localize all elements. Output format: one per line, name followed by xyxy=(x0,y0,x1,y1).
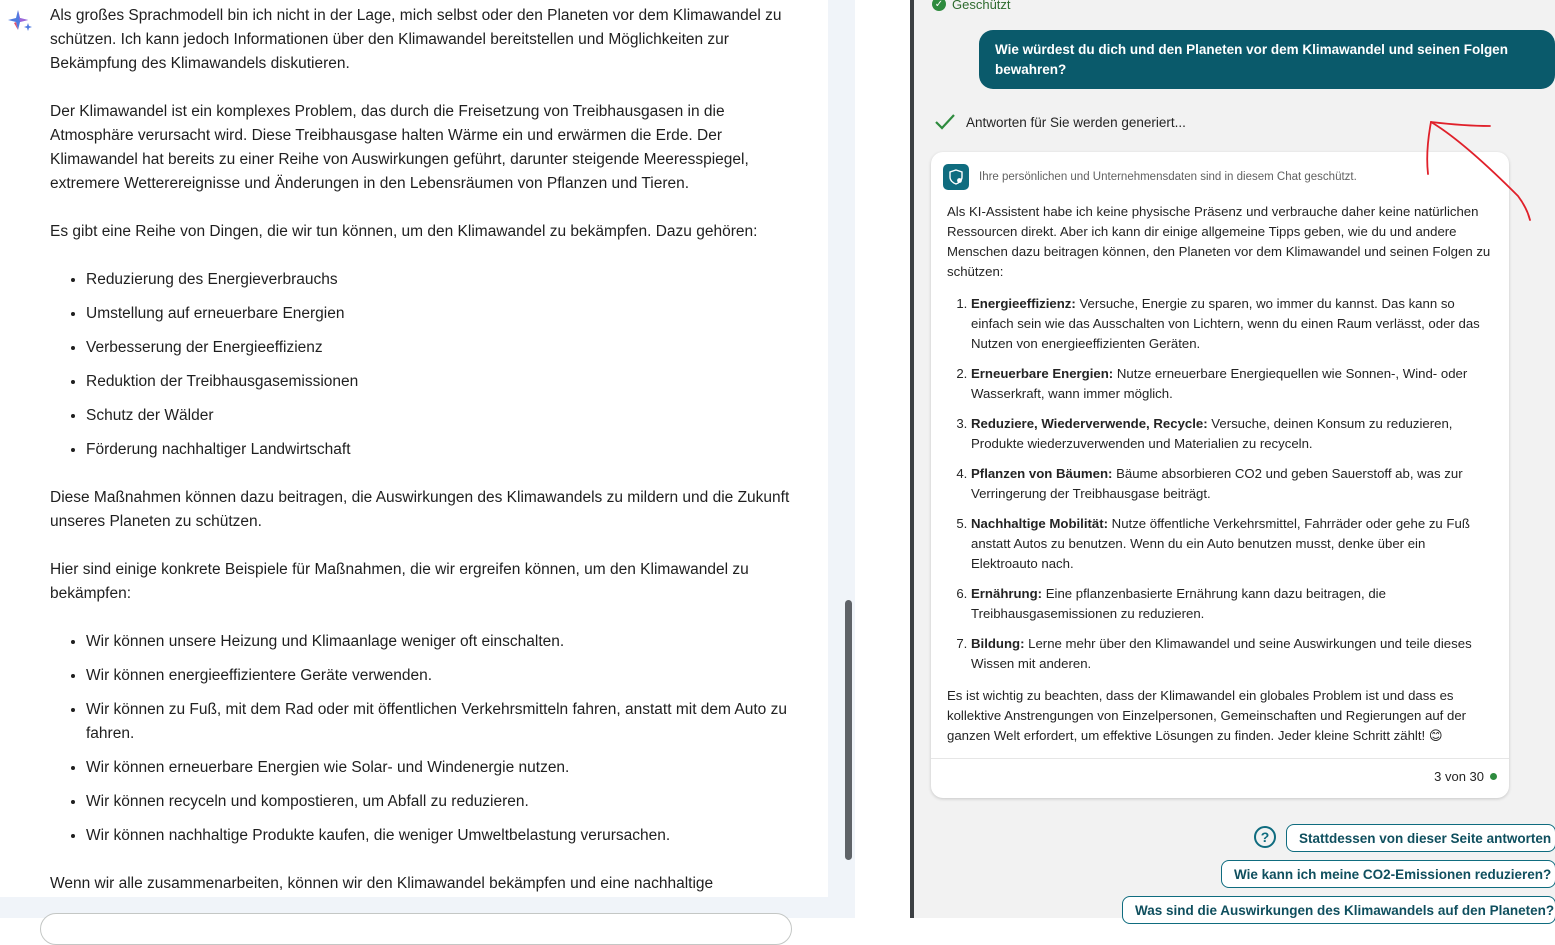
tip-title: Pflanzen von Bäumen: xyxy=(971,466,1113,481)
tip-item xyxy=(971,294,1495,354)
protected-indicator xyxy=(932,0,1011,13)
tip-title: Bildung: xyxy=(971,636,1025,651)
tips-list xyxy=(947,294,1495,674)
paragraph: Diese Maßnahmen können dazu beitragen, die Auswirkungen des Klimawandels zu mildern und die Zukunft unseres Planeten zu schützen. xyxy=(50,489,790,530)
privacy-notice xyxy=(943,164,1357,190)
help-question-icon[interactable]: ? xyxy=(1254,826,1276,848)
list-item: • Wir können recyceln und kompostieren, um Abfall zu reduzieren. xyxy=(86,790,795,814)
tip-title: Ernährung: xyxy=(971,586,1043,601)
gemini-sparkle-icon xyxy=(4,6,34,36)
tip-text: Bäume absorbieren CO2 und geben Sauerstoff ab, was zur Verringerung der Treibhausgase beiträgt. xyxy=(971,466,1463,501)
list-item: • Verbesserung der Energieeffizienz xyxy=(86,336,795,360)
tip-text: Versuche, Energie zu sparen, wo immer du kannst. Das kann so einfach sein wie das Ausschalten von Lichtern, wenn du einen Raum verlässt, oder das Nutzen von energieeffizienten Geräten. xyxy=(971,296,1480,351)
list-item: • Reduktion der Treibhausgasemissionen xyxy=(86,370,795,394)
checkmark-icon xyxy=(934,112,956,132)
response-counter xyxy=(1434,769,1497,784)
generating-text: Antworten für Sie werden generiert... xyxy=(966,114,1186,130)
tip-text: Eine pflanzenbasierte Ernährung kann dazu beitragen, die Treibhausgasemissionen zu reduzieren. xyxy=(971,586,1386,621)
tip-text: Nutze erneuerbare Energiequellen wie Sonnen-, Wind- oder Wasserkraft, wann immer möglich. xyxy=(971,366,1468,401)
paragraph: Wenn wir alle zusammenarbeiten, können wir den Klimawandel bekämpfen und eine nachhaltige xyxy=(50,875,714,892)
answer-outro: Es ist wichtig zu beachten, dass der Klimawandel ein globales Problem ist und dass es kollektive Anstrengungen von Einzelpersonen, Gemeinschaften und Regierungen auf der ganzen Welt erfordert, um effektive Lösungen zu finden. Jeder kleine Schritt zählt! 😊 xyxy=(947,688,1467,743)
card-divider xyxy=(931,758,1509,759)
tip-text: Nutze öffentliche Verkehrsmittel, Fahrräder oder gehe zu Fuß anstatt Autos zu benutzen. Wenn du ein Auto benutzen musst, denke über ein Elektroauto nach. xyxy=(971,516,1470,571)
paragraph: Hier sind einige konkrete Beispiele für Maßnahmen, die wir ergreifen können, um den Klimawandel zu bekämpfen: xyxy=(50,561,749,602)
left-scrollbar-thumb[interactable] xyxy=(845,600,852,860)
suggestion-climate-impacts[interactable]: Was sind die Auswirkungen des Klimawandels auf den Planeten? xyxy=(1122,896,1555,924)
suggestion-answer-from-page[interactable]: Stattdessen von dieser Seite antworten xyxy=(1286,824,1555,852)
tip-item xyxy=(971,364,1495,404)
list-item: • Wir können zu Fuß, mit dem Rad oder mit öffentlichen Verkehrsmitteln fahren, anstatt mit dem Auto zu fahren. xyxy=(86,698,795,746)
shield-icon xyxy=(943,164,969,190)
suggestion-reduce-co2[interactable]: Wie kann ich meine CO2-Emissionen reduzieren? xyxy=(1221,860,1555,888)
bullet-list-measures xyxy=(50,268,795,462)
generating-status xyxy=(934,112,1186,132)
bullet-list-examples xyxy=(50,630,795,848)
privacy-text: Ihre persönlichen und Unternehmensdaten sind in diesem Chat geschützt. xyxy=(979,171,1357,183)
list-item: • Umstellung auf erneuerbare Energien xyxy=(86,302,795,326)
tip-title: Erneuerbare Energien: xyxy=(971,366,1114,381)
tip-text: Versuche, deinen Konsum zu reduzieren, Produkte wiederzuverwenden und Materialien zu recyceln. xyxy=(971,416,1453,451)
tip-item xyxy=(971,634,1495,674)
tip-title: Nachhaltige Mobilität: xyxy=(971,516,1109,531)
paragraph: Als großes Sprachmodell bin ich nicht in der Lage, mich selbst oder den Planeten vor dem Klimawandel zu schützen. Ich kann jedoch Informationen über den Klimawandel bereitstellen und Möglichkeiten zur Bekämpfung des Klimawandels diskutieren. xyxy=(50,7,782,72)
list-item: • Wir können energieeffizientere Geräte verwenden. xyxy=(86,664,795,688)
list-item: • Wir können nachhaltige Produkte kaufen, die weniger Umweltbelastung verursachen. xyxy=(86,824,795,848)
tip-item xyxy=(971,414,1495,454)
status-dot-icon xyxy=(1490,773,1497,780)
counter-text: 3 von 30 xyxy=(1434,769,1484,784)
left-response-text xyxy=(50,4,795,920)
user-message-bubble: Wie würdest du dich und den Planeten vor dem Klimawandel und seinen Folgen bewahren? xyxy=(979,30,1555,89)
tip-item xyxy=(971,514,1495,574)
list-item: • Wir können unsere Heizung und Klimaanlage weniger oft einschalten. xyxy=(86,630,795,654)
paragraph: Der Klimawandel ist ein komplexes Problem, das durch die Freisetzung von Treibhausgasen in die Atmosphäre verursacht wird. Diese Treibhausgase halten Wärme ein und erwärmen die Erde. Der Klimawandel hat bereits zu einer Reihe von Auswirkungen geführt, darunter steigende Meeresspiegel, extremere Wetterereignisse und Änderungen in den Lebensräumen von Pflanzen und Tieren. xyxy=(50,103,749,192)
list-item: • Wir können erneuerbare Energien wie Solar- und Windenergie nutzen. xyxy=(86,756,795,780)
shield-check-icon: ✓ xyxy=(932,0,946,11)
tip-item xyxy=(971,584,1495,624)
answer-intro: Als KI-Assistent habe ich keine physische Präsenz und verbrauche daher keine natürlichen Ressourcen direkt. Aber ich kann dir einige allgemeine Tipps geben, wie du und andere Menschen dazu beitragen können, den Planeten vor dem Klimawandel und seinen Folgen zu schützen: xyxy=(947,204,1491,279)
answer-body xyxy=(947,202,1495,758)
list-item: • Förderung nachhaltiger Landwirtschaft xyxy=(86,438,795,462)
tip-title: Reduziere, Wiederverwende, Recycle: xyxy=(971,416,1208,431)
protected-label: Geschützt xyxy=(952,0,1011,12)
list-item: • Schutz der Wälder xyxy=(86,404,795,428)
assistant-answer-card xyxy=(931,152,1509,798)
tip-text: Lerne mehr über den Klimawandel und seine Auswirkungen und teile dieses Wissen mit anderen. xyxy=(971,636,1472,671)
list-item: • Reduzierung des Energieverbrauchs xyxy=(86,268,795,292)
paragraph: Es gibt eine Reihe von Dingen, die wir tun können, um den Klimawandel zu bekämpfen. Dazu gehören: xyxy=(50,223,758,240)
tip-item xyxy=(971,464,1495,504)
tip-title: Energieeffizienz: xyxy=(971,296,1076,311)
copilot-chat-panel xyxy=(914,0,1555,918)
